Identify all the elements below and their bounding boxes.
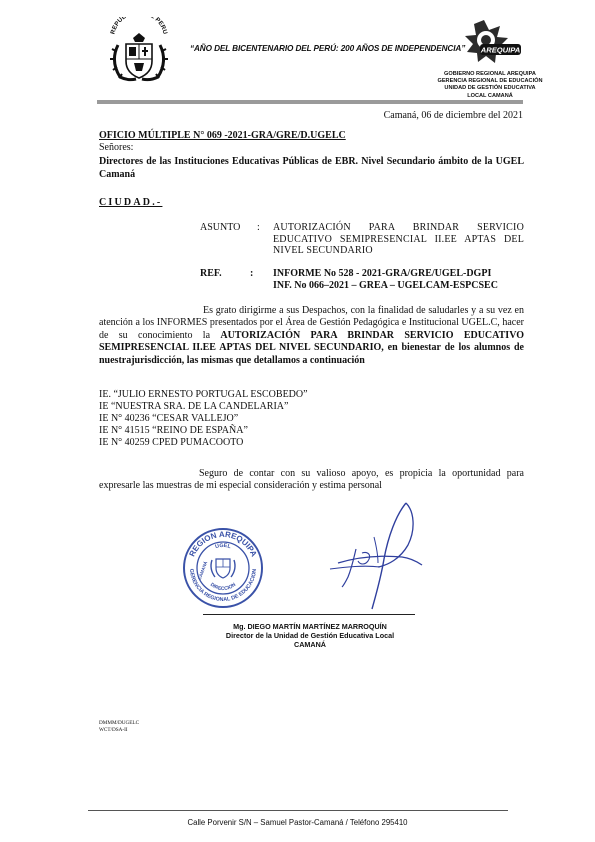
logo-wordmark: AREQUIPA — [480, 45, 521, 55]
asunto-text: AUTORIZACIÓN PARA BRINDAR SERVICIO EDUCATIVO SEMIPRESENCIAL II.EE APTAS DEL NIVEL SECUNDARIO — [273, 222, 524, 256]
footer-address: Calle Porvenir S/N – Samuel Pastor-Camaná / Teléfono 295410 — [187, 818, 408, 827]
official-stamp — [182, 527, 264, 609]
org-line: GOBIERNO REGIONAL AREQUIPA — [444, 71, 536, 77]
ref-colon: : — [250, 268, 254, 279]
ref-item: INFORME No 528 - 2021-GRA/GRE/UGEL-DGPI — [273, 268, 492, 279]
initials-line: WCT/DSA-II — [99, 726, 128, 733]
list-item: IE “NUESTRA SRA. DE LA CANDELARIA” — [99, 401, 289, 413]
coat-of-arms — [106, 17, 172, 85]
letter-date: Camaná, 06 de diciembre del 2021 — [383, 110, 523, 121]
footer-divider — [88, 810, 508, 811]
header-divider — [97, 100, 523, 104]
city-line — [99, 197, 162, 208]
ref-item: INF. No 066–2021 – GREA – UGELCAM-ESPCSEC — [273, 279, 498, 291]
ref-items — [273, 268, 498, 291]
asunto-label: ASUNTO — [200, 222, 241, 233]
asunto-colon: : — [257, 222, 260, 233]
oficio-number: OFICIO MÚLTIPLE N° 069 -2021-GRA/GRE/D.UGELC — [99, 130, 346, 141]
institution-list — [99, 389, 308, 449]
svg-text:DIRECCION: DIRECCION — [208, 581, 238, 593]
list-item: IE N° 40259 CPED PUMACOOTO — [99, 437, 244, 449]
body-paragraph — [99, 305, 524, 367]
body-text-bold: AUTORIZACIÓN PARA BRINDAR SERVICIO EDUCATIVO SEMIPRESENCIAL II.EE APTAS DEL NIVEL SECUNDARIO, en bienestar de los alumnos de nuestrajurisdicción, las mismas que detallamos a continuación — [99, 329, 524, 366]
org-line: LOCAL CAMANÁ — [467, 92, 513, 99]
org-line: GERENCIA REGIONAL DE EDUCACIÓN — [437, 78, 543, 85]
peru-coat-of-arms-icon — [106, 17, 172, 85]
header — [0, 0, 595, 106]
signer-name: Mg. DIEGO MARTÍN MARTÍNEZ MARROQUÍN — [233, 622, 387, 631]
svg-text:CAMANÁ: CAMANÁ — [196, 560, 209, 581]
svg-text:REGION AREQUIPA: REGION AREQUIPA — [187, 529, 259, 559]
shield-caption: REPUB PERU — [109, 17, 169, 36]
closing-paragraph: Seguro de contar con su valioso apoyo, es propicia la oportunidad para expresarle las muestras de mi especial consideración y estima personal — [99, 468, 524, 492]
initials-line: DMMM/DUGELC — [99, 720, 140, 726]
svg-text:GERENCIA REGIONAL DE EDUCACION: GERENCIA REGIONAL DE EDUCACION — [187, 568, 259, 604]
signer-place: CAMANÁ — [294, 640, 326, 650]
svg-text:UGEL: UGEL — [214, 542, 232, 551]
list-item: IE N° 41515 “REINO DE ESPAÑA” — [99, 425, 248, 437]
signature-line — [203, 614, 415, 615]
header-motto: “AÑO DEL BICENTENARIO DEL PERÚ: 200 AÑOS DE INDEPENDENCIA” — [190, 44, 466, 53]
ref-label: REF. — [200, 268, 222, 279]
handwritten-signature — [318, 497, 428, 615]
signer-block — [198, 622, 422, 650]
reference-initials — [99, 720, 139, 734]
regional-logo — [462, 18, 522, 64]
list-item: IE. “JULIO ERNESTO PORTUGAL ESCOBEDO” — [99, 389, 308, 400]
body-text: Es grato dirigirme a sus Despachos, con la finalidad de saludarles y a su vez en atención a los INFORMES presentados por el Área de Gestión Pedagógica e Institucional UGEL.C, hacer de su conocimiento la — [99, 305, 524, 341]
signature-icon — [318, 497, 428, 615]
addressee: Directores de las Instituciones Educativas Públicas de EBR. Nivel Secundario ámbito de la UGEL Camaná — [99, 156, 524, 180]
city-text: CIUDAD.- — [99, 197, 163, 208]
org-lines — [430, 71, 550, 100]
signer-title: Director de la Unidad de Gestión Educativa Local — [225, 631, 395, 641]
org-line: UNIDAD DE GESTIÓN EDUCATIVA — [444, 85, 536, 92]
arequipa-star-logo-icon — [462, 18, 522, 64]
list-item: IE N° 40236 “CESAR VALLEJO” — [99, 413, 239, 425]
salutation: Señores: — [99, 142, 134, 153]
seal-stamp-icon — [182, 527, 264, 609]
